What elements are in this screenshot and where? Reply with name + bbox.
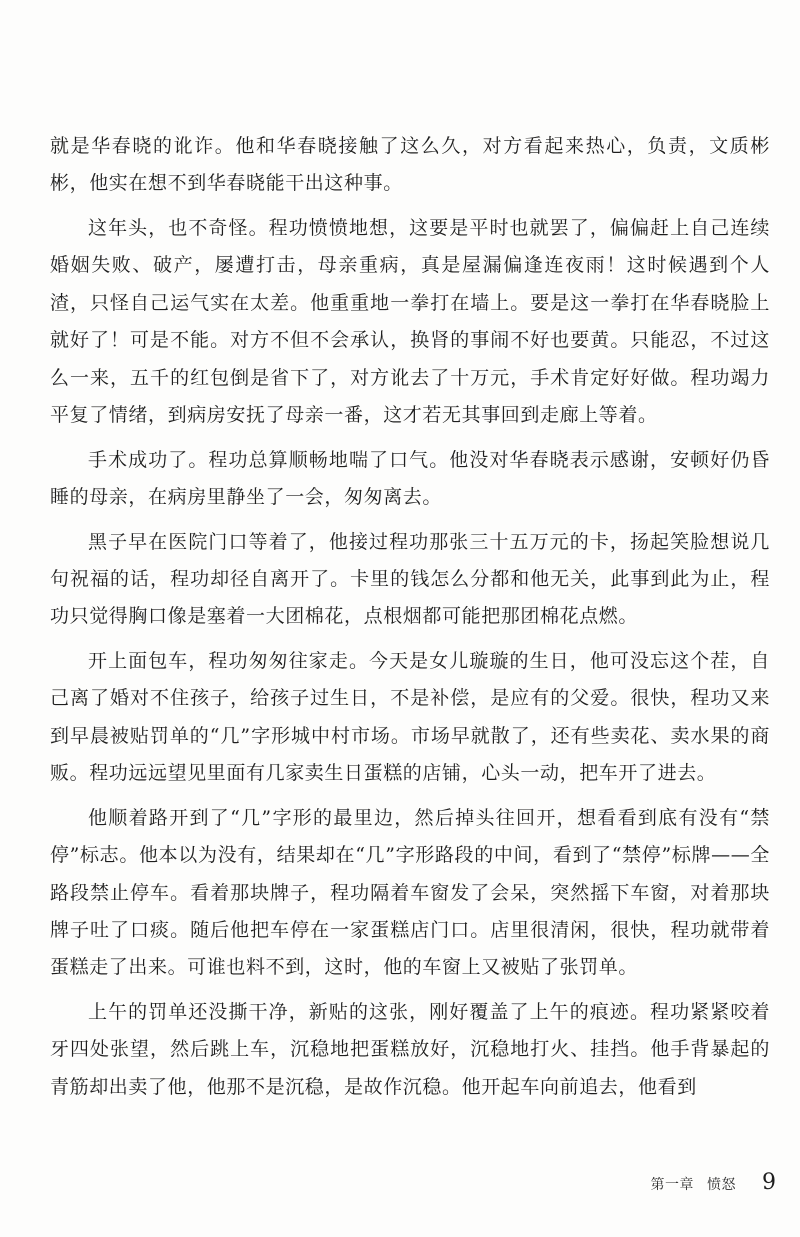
paragraph: 上午的罚单还没撕干净，新贴的这张，刚好覆盖了上午的痕迹。程功紧紧咬着牙四处张望，然后跳上车，沉稳地把蛋糕放好，沉稳地打火、挂挡。他手背暴起的青筋却出卖了他，他那不是沉稳，是故作沉稳。他开起车向前追去，他看到 (50, 1001, 770, 1098)
paragraph-continued: 就是华春晓的讹诈。他和华春晓接触了这么久，对方看起来热心，负责，文质彬彬，他实在想不到华春晓能干出这种事。 (50, 135, 770, 195)
chapter-title: 第一章 愤怒 (650, 1177, 736, 1193)
paragraph: 黑子早在医院门口等着了，他接过程功那张三十五万元的卡，扬起笑脸想说几句祝福的话，程功却径自离开了。卡里的钱怎么分都和他无关，此事到此为止，程功只觉得胸口像是塞着一大团棉花，点根烟都可能把那团棉花点燃。 (50, 530, 770, 628)
paragraph: 他顺着路开到了“几”字形的最里边，然后掉头往回开，想看看到底有没有“禁停”标志。他本以为没有，结果却在“几”字形路段的中间，看到了“禁停”标牌——全路段禁止停车。看着那块牌子，程功隔着车窗发了会呆，突然摇下车窗，对着那块牌子吐了口痰。随后他把车停在一家蛋糕店门口。店里很清闲，很快，程功就带着蛋糕走了出来。可谁也料不到，这时，他的车窗上又被贴了张罚单。 (50, 806, 770, 979)
page-number: 9 (762, 1170, 776, 1195)
body-text (50, 128, 770, 1106)
paragraph: 手术成功了。程功总算顺畅地喘了口气。他没对华春晓表示感谢，安顿好仍昏睡的母亲，在病房里静坐了一会，匆匆离去。 (50, 448, 770, 509)
paragraph: 这年头，也不奇怪。程功愤愤地想，这要是平时也就罢了，偏偏赶上自己连续婚姻失败、破产，屡遭打击，母亲重病，真是屋漏偏逢连夜雨！这时候遇到个人渣，只怪自己运气实在太差。他重重地一拳打在墙上。要是这一拳打在华春晓脸上就好了！可是不能。对方不但不会承认，换肾的事闹不好也要黄。只能忍，不过这么一来，五千的红包倒是省下了，对方讹去了十万元，手术肯定好好做。程功竭力平复了情绪，到病房安抚了母亲一番，这才若无其事回到走廊上等着。 (50, 217, 770, 427)
page-footer (651, 1170, 776, 1195)
paragraph: 开上面包车，程功匆匆往家走。今天是女儿璇璇的生日，他可没忘这个茬，自己离了婚对不住孩子，给孩子过生日，不是补偿，是应有的父爱。很快，程功又来到早晨被贴罚单的“几”字形城中村市场。市场早就散了，还有些卖花、卖水果的商贩。程功远远望见里面有几家卖生日蛋糕的店铺，心头一动，把车开了进去。 (50, 650, 770, 785)
